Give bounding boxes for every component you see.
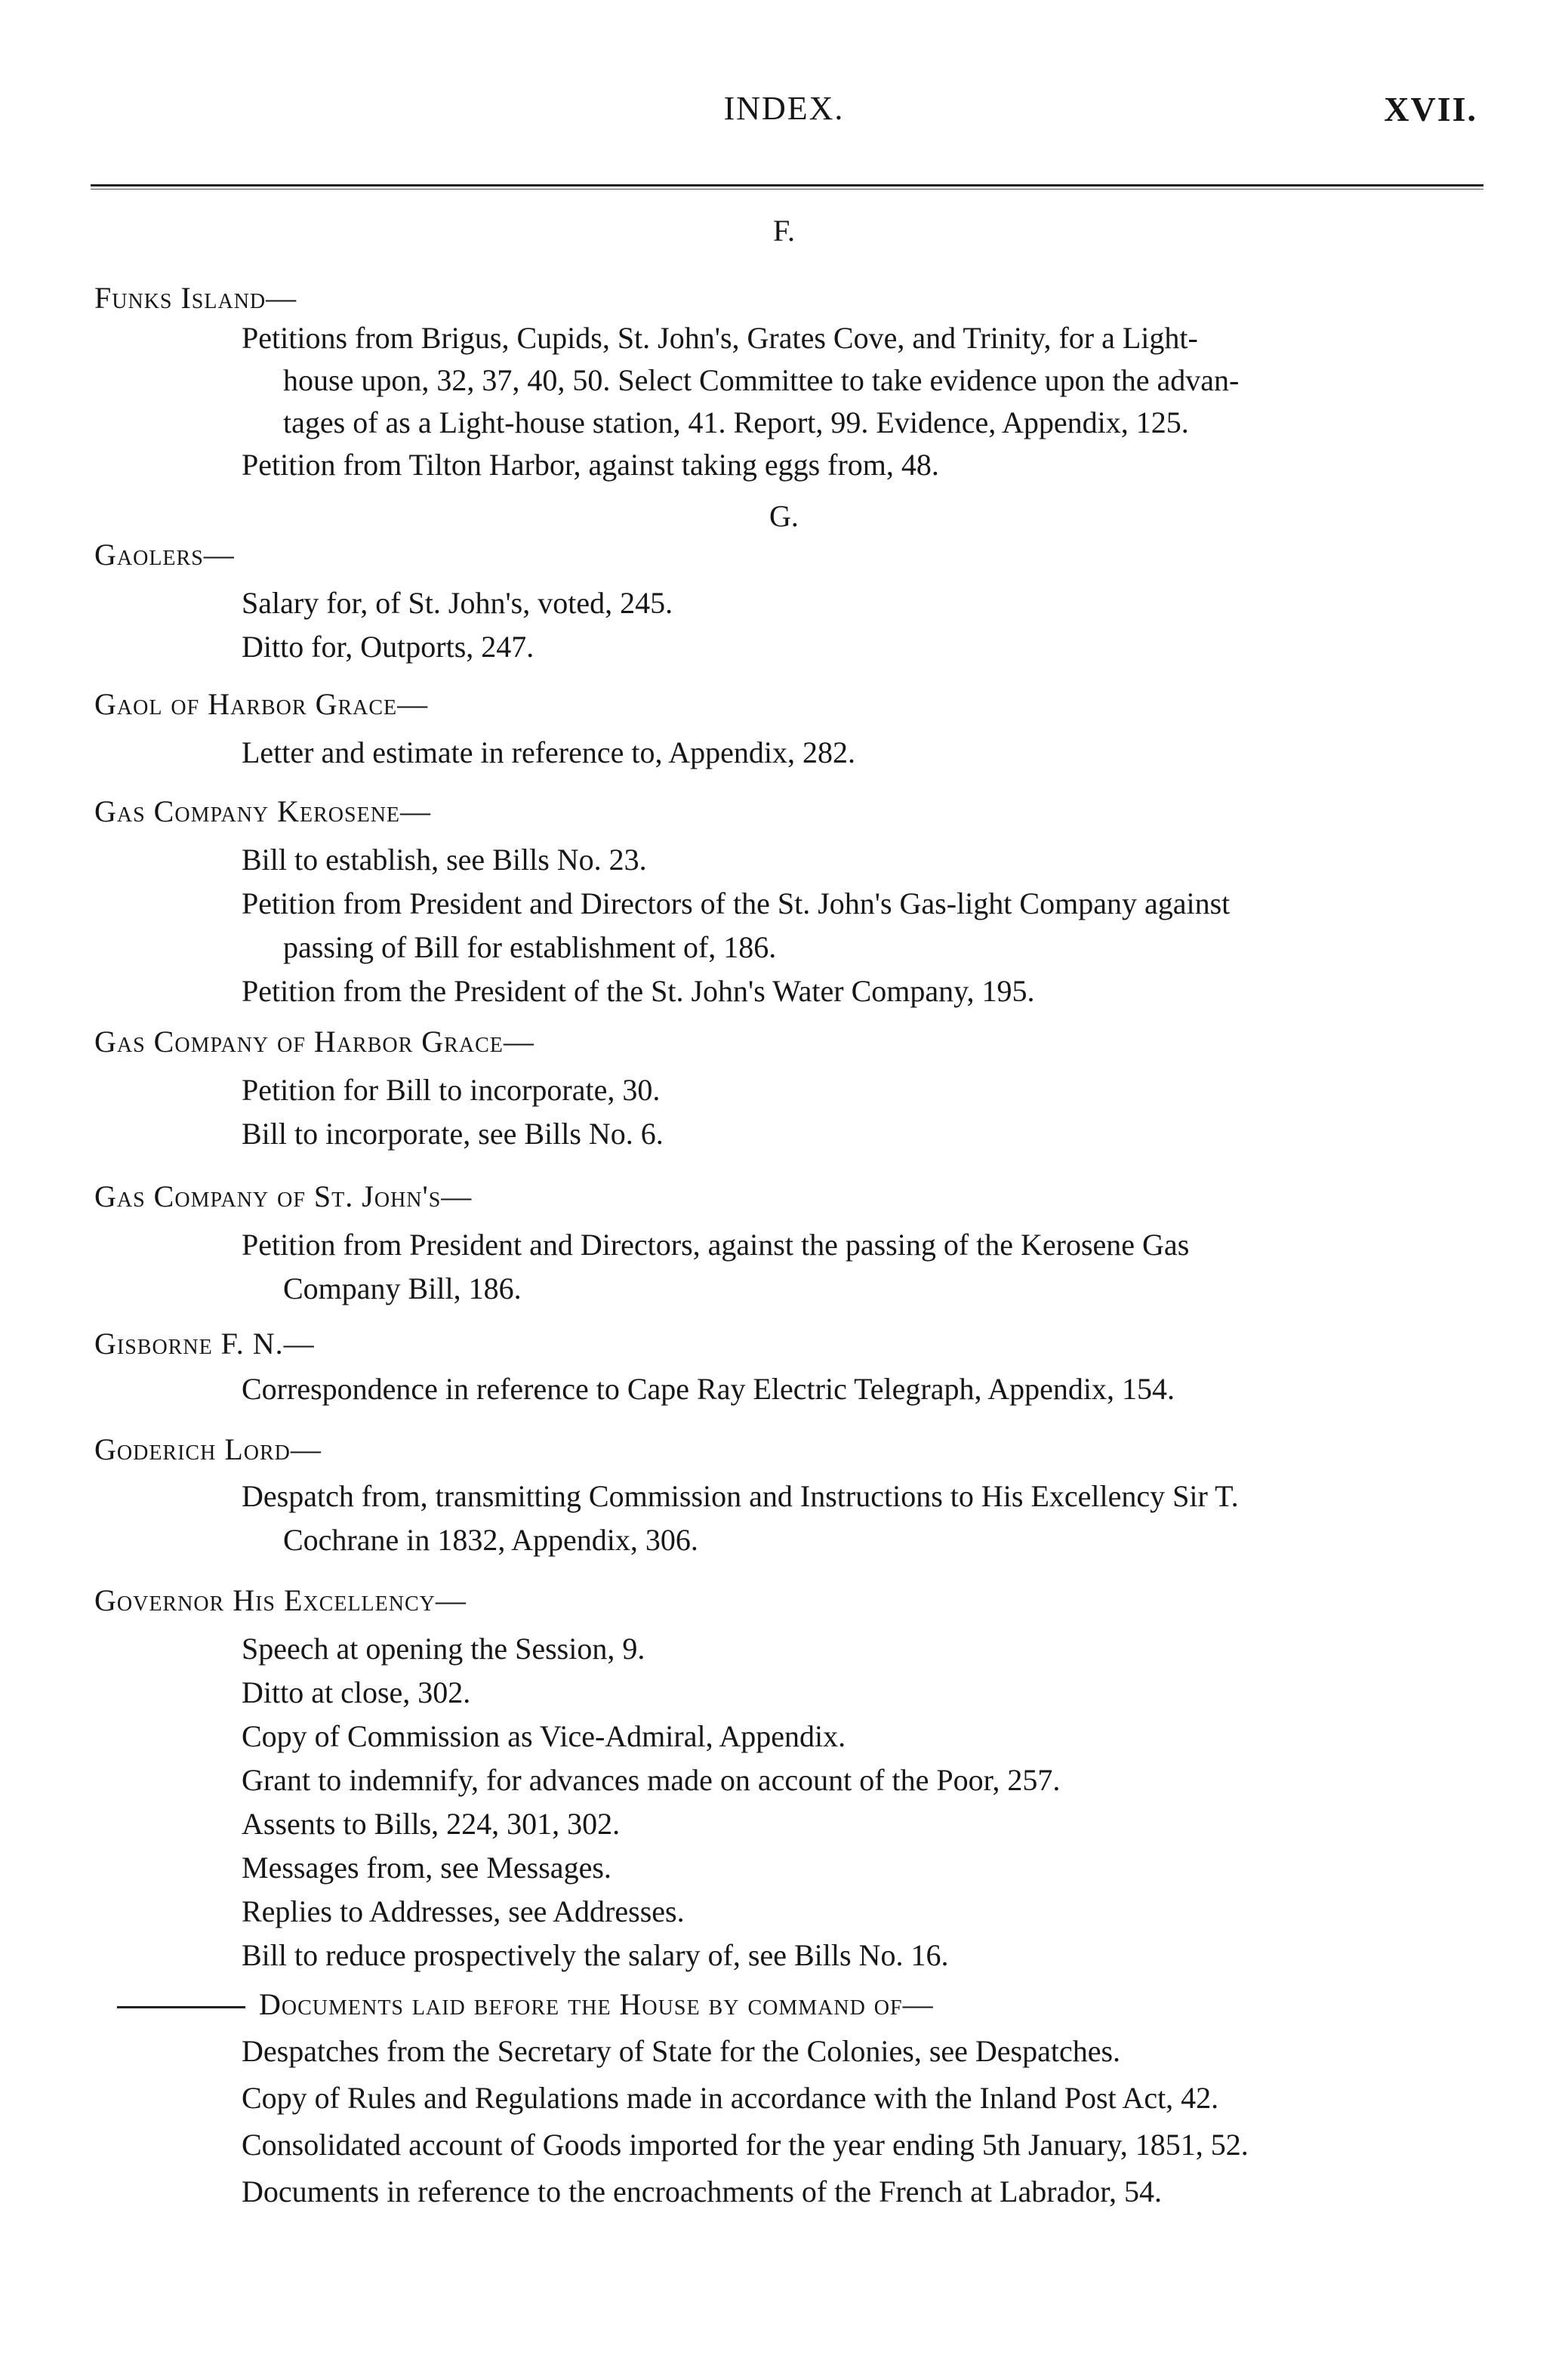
entry-line: Bill to establish, see Bills No. 23.	[242, 843, 647, 877]
header-rule	[91, 184, 1483, 192]
entry-line: Petition from President and Directors of the St. John's Gas-light Company against	[242, 886, 1231, 920]
entry-line: Grant to indemnify, for advances made on account of the Poor, 257.	[242, 1763, 1061, 1797]
entry-heading: Gisborne F. N.—	[94, 1327, 315, 1361]
entry-line: Consolidated account of Goods imported for the year ending 5th January, 1851, 52.	[242, 2128, 1249, 2162]
running-title: INDEX.	[723, 90, 845, 127]
entry-line: Petitions from Brigus, Cupids, St. John's, Grates Cove, and Trinity, for a Light-	[242, 321, 1198, 355]
entry-heading: Gaol of Harbor Grace—	[94, 687, 429, 721]
entry-line: Ditto at close, 302.	[242, 1675, 471, 1709]
entry-line: Documents in reference to the encroachments of the French at Labrador, 54.	[242, 2174, 1163, 2208]
entry-line: Assents to Bills, 224, 301, 302.	[242, 1807, 621, 1841]
index-entry-gisborne	[94, 1325, 1483, 1411]
index-entry-gaolers	[94, 536, 1483, 669]
entry-heading: Gaolers—	[94, 538, 235, 572]
entry-line: Replies to Addresses, see Addresses.	[242, 1894, 685, 1928]
entry-line: Petition from President and Directors, against the passing of the Kerosene Gas	[242, 1228, 1190, 1262]
entry-line: Despatches from the Secretary of State for the Colonies, see Despatches.	[242, 2034, 1121, 2068]
index-entry-governor	[94, 1582, 1483, 1977]
entry-line: Speech at opening the Session, 9.	[242, 1632, 645, 1666]
header-rule-thin	[91, 189, 1483, 190]
entry-heading: Funks Island—	[94, 281, 297, 315]
entry-heading: Governor His Excellency—	[94, 1583, 467, 1617]
entry-line: passing of Bill for establishment of, 186.	[283, 930, 777, 964]
section-letter-g: G.	[769, 499, 799, 533]
dash-rule	[117, 2006, 245, 2008]
index-entry-gaol-harbor-grace	[94, 686, 1483, 775]
index-entry-gas-company-st-johns	[94, 1178, 1483, 1311]
entry-line: Cochrane in 1832, Appendix, 306.	[283, 1523, 698, 1557]
entry-heading-row	[94, 1986, 1483, 2023]
entry-heading: Gas Company of St. John's—	[94, 1179, 473, 1213]
entry-line: Bill to incorporate, see Bills No. 6.	[242, 1117, 664, 1151]
index-entry-gas-company-harbor-grace	[94, 1023, 1483, 1156]
entry-line: Petition from Tilton Harbor, against taking eggs from, 48.	[242, 448, 939, 482]
entry-line: Copy of Rules and Regulations made in accordance with the Inland Post Act, 42.	[242, 2081, 1219, 2115]
entry-line: Petition for Bill to incorporate, 30.	[242, 1073, 661, 1107]
entry-line: Company Bill, 186.	[283, 1271, 522, 1305]
entry-heading: Gas Company of Harbor Grace—	[94, 1025, 534, 1059]
entry-heading: Goderich Lord—	[94, 1432, 322, 1466]
header-rule-thick	[91, 184, 1483, 186]
index-entry-goderich	[94, 1431, 1483, 1562]
entry-line: Petition from the President of the St. John's Water Company, 195.	[242, 974, 1035, 1008]
entry-line: Salary for, of St. John's, voted, 245.	[242, 586, 673, 620]
entry-line: house upon, 32, 37, 40, 50. Select Committee to take evidence upon the advan-	[283, 363, 1240, 397]
entry-line: Despatch from, transmitting Commission and Instructions to His Excellency Sir T.	[242, 1479, 1239, 1513]
entry-line: Messages from, see Messages.	[242, 1851, 611, 1885]
section-letter-f: F.	[772, 214, 796, 248]
page-number: XVII.	[1384, 90, 1477, 128]
entry-heading: Gas Company Kerosene—	[94, 794, 432, 828]
index-entry-documents	[94, 1986, 1483, 2215]
entry-line: tages of as a Light-house station, 41. Report, 99. Evidence, Appendix, 125.	[283, 405, 1189, 439]
entry-line: Bill to reduce prospectively the salary of, see Bills No. 16.	[242, 1938, 949, 1972]
entry-line: Correspondence in reference to Cape Ray Electric Telegraph, Appendix, 154.	[242, 1372, 1175, 1406]
entry-heading: Documents laid before the House by command of—	[259, 1987, 934, 2021]
index-entry-funks-island	[94, 279, 1483, 486]
index-entry-gas-company-kerosene	[94, 793, 1483, 1013]
entry-line: Letter and estimate in reference to, Appendix, 282.	[242, 735, 856, 769]
entry-line: Ditto for, Outports, 247.	[242, 630, 534, 664]
entry-line: Copy of Commission as Vice-Admiral, Appendix.	[242, 1719, 846, 1753]
